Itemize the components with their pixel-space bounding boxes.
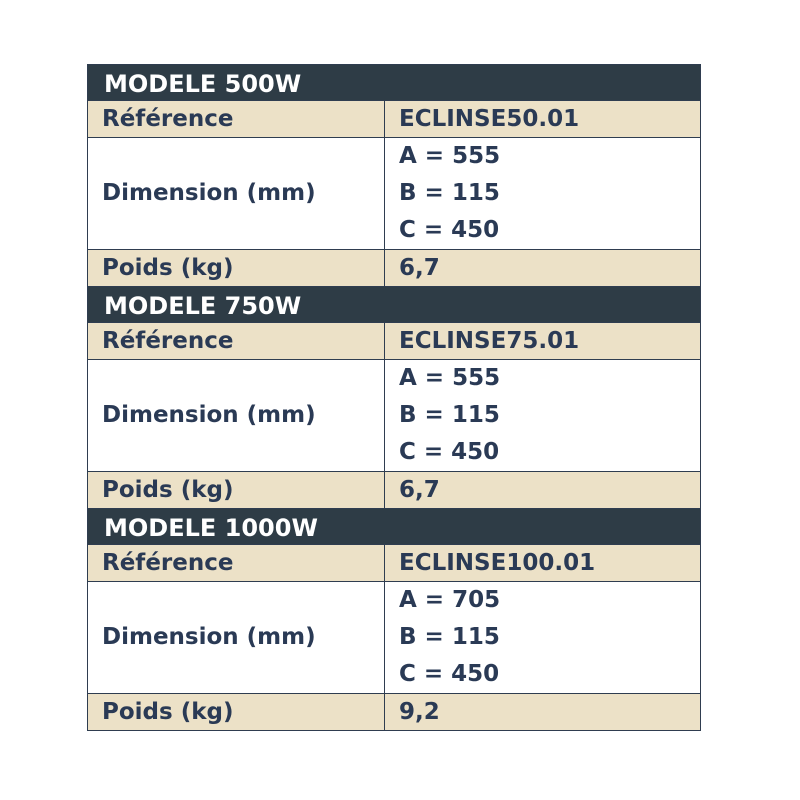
dimension-row [88, 582, 701, 694]
dimension-a: A = 555 [399, 143, 501, 169]
reference-row [88, 101, 701, 138]
weight-label: Poids (kg) [88, 472, 385, 509]
spec-table [87, 64, 701, 731]
dimension-values [385, 582, 701, 694]
weight-value: 6,7 [385, 472, 701, 509]
model-header-row [88, 509, 701, 545]
dimension-label: Dimension (mm) [88, 138, 385, 250]
dimension-b: B = 115 [399, 180, 500, 206]
weight-value: 6,7 [385, 250, 701, 287]
model-header-row [88, 65, 701, 101]
dimension-c: C = 450 [399, 217, 500, 243]
dimension-c: C = 450 [399, 439, 500, 465]
model-title: MODELE 500W [88, 65, 701, 101]
weight-label: Poids (kg) [88, 694, 385, 731]
weight-label: Poids (kg) [88, 250, 385, 287]
reference-row [88, 545, 701, 582]
dimension-c: C = 450 [399, 661, 500, 687]
dimension-b: B = 115 [399, 624, 500, 650]
weight-row [88, 472, 701, 509]
weight-value: 9,2 [385, 694, 701, 731]
model-title: MODELE 750W [88, 287, 701, 323]
dimension-row [88, 138, 701, 250]
dimension-label: Dimension (mm) [88, 582, 385, 694]
weight-row [88, 694, 701, 731]
reference-label: Référence [88, 545, 385, 582]
dimension-values [385, 360, 701, 472]
reference-label: Référence [88, 323, 385, 360]
weight-row [88, 250, 701, 287]
reference-value: ECLINSE100.01 [385, 545, 701, 582]
reference-value: ECLINSE75.01 [385, 323, 701, 360]
model-title: MODELE 1000W [88, 509, 701, 545]
dimension-b: B = 115 [399, 402, 500, 428]
dimension-label: Dimension (mm) [88, 360, 385, 472]
reference-label: Référence [88, 101, 385, 138]
reference-row [88, 323, 701, 360]
model-header-row [88, 287, 701, 323]
reference-value: ECLINSE50.01 [385, 101, 701, 138]
dimension-a: A = 555 [399, 365, 501, 391]
dimension-a: A = 705 [399, 587, 501, 613]
dimension-values [385, 138, 701, 250]
dimension-row [88, 360, 701, 472]
